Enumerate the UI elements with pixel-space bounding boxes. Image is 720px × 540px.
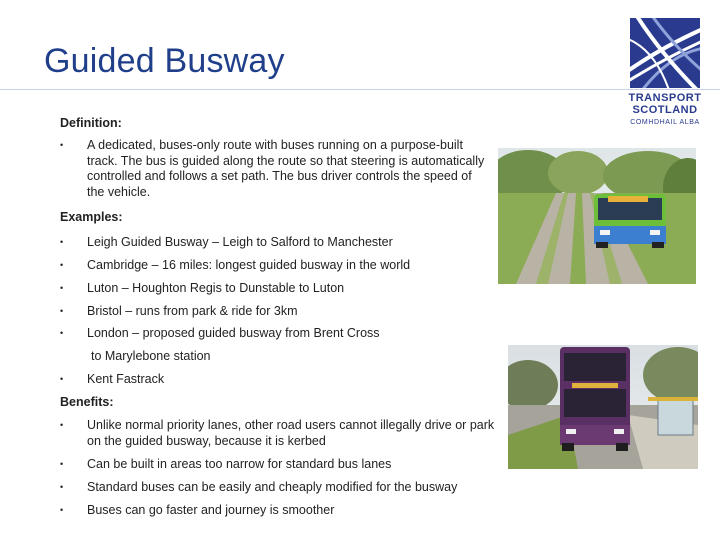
bullet: •: [60, 482, 64, 492]
example-text: Kent Fastrack: [87, 372, 165, 386]
bullet: •: [60, 283, 64, 293]
bullet: •: [60, 328, 64, 338]
title-divider: [0, 89, 720, 90]
busway-photo-purple-bus: [508, 345, 698, 469]
example-continuation: to Marylebone station: [91, 349, 211, 363]
slide-title: Guided Busway: [44, 42, 285, 80]
example-text: London – proposed guided busway from Brent Cross: [87, 326, 380, 340]
definition-heading: Definition:: [60, 116, 122, 130]
benefit-text: Buses can go faster and journey is smoother: [87, 503, 335, 517]
example-text: Bristol – runs from park & ride for 3km: [87, 304, 298, 318]
logo-mark-icon: [630, 18, 700, 88]
example-text: Leigh Guided Busway – Leigh to Salford to Manchester: [87, 235, 393, 249]
benefit-text: Can be built in areas too narrow for standard bus lanes: [87, 457, 392, 471]
busway-photo-green-bus: [498, 148, 696, 284]
examples-heading: Examples:: [60, 210, 123, 224]
definition-text: A dedicated, buses-only route with buses running on a purpose-built track. The bus is guided along the route so that steering is automatically controlled and follows a set path. The bus driver controls the speed of the vehicle.: [87, 138, 485, 199]
example-text: Luton – Houghton Regis to Dunstable to Luton: [87, 281, 345, 295]
logo-text-scotland: SCOTLAND: [632, 104, 698, 116]
bullet: •: [60, 306, 64, 316]
bullet: •: [60, 505, 64, 515]
benefit-text: Standard buses can be easily and cheaply modified for the busway: [87, 480, 458, 494]
bullet: •: [60, 237, 64, 247]
bullet: •: [60, 420, 64, 430]
bullet: •: [60, 459, 64, 469]
example-text: Cambridge – 16 miles: longest guided busway in the world: [87, 258, 411, 272]
logo-text-gaelic: COMHDHAIL ALBA: [630, 119, 700, 126]
bullet: •: [60, 374, 64, 384]
transport-scotland-logo: [625, 18, 705, 128]
benefit-text: Unlike normal priority lanes, other road users cannot illegally drive or park on the guided busway, because it is kerbed: [87, 418, 495, 448]
logo-text-transport: TRANSPORT: [628, 92, 702, 104]
bullet: •: [60, 260, 64, 270]
benefits-heading: Benefits:: [60, 395, 114, 409]
bullet: •: [60, 140, 64, 150]
